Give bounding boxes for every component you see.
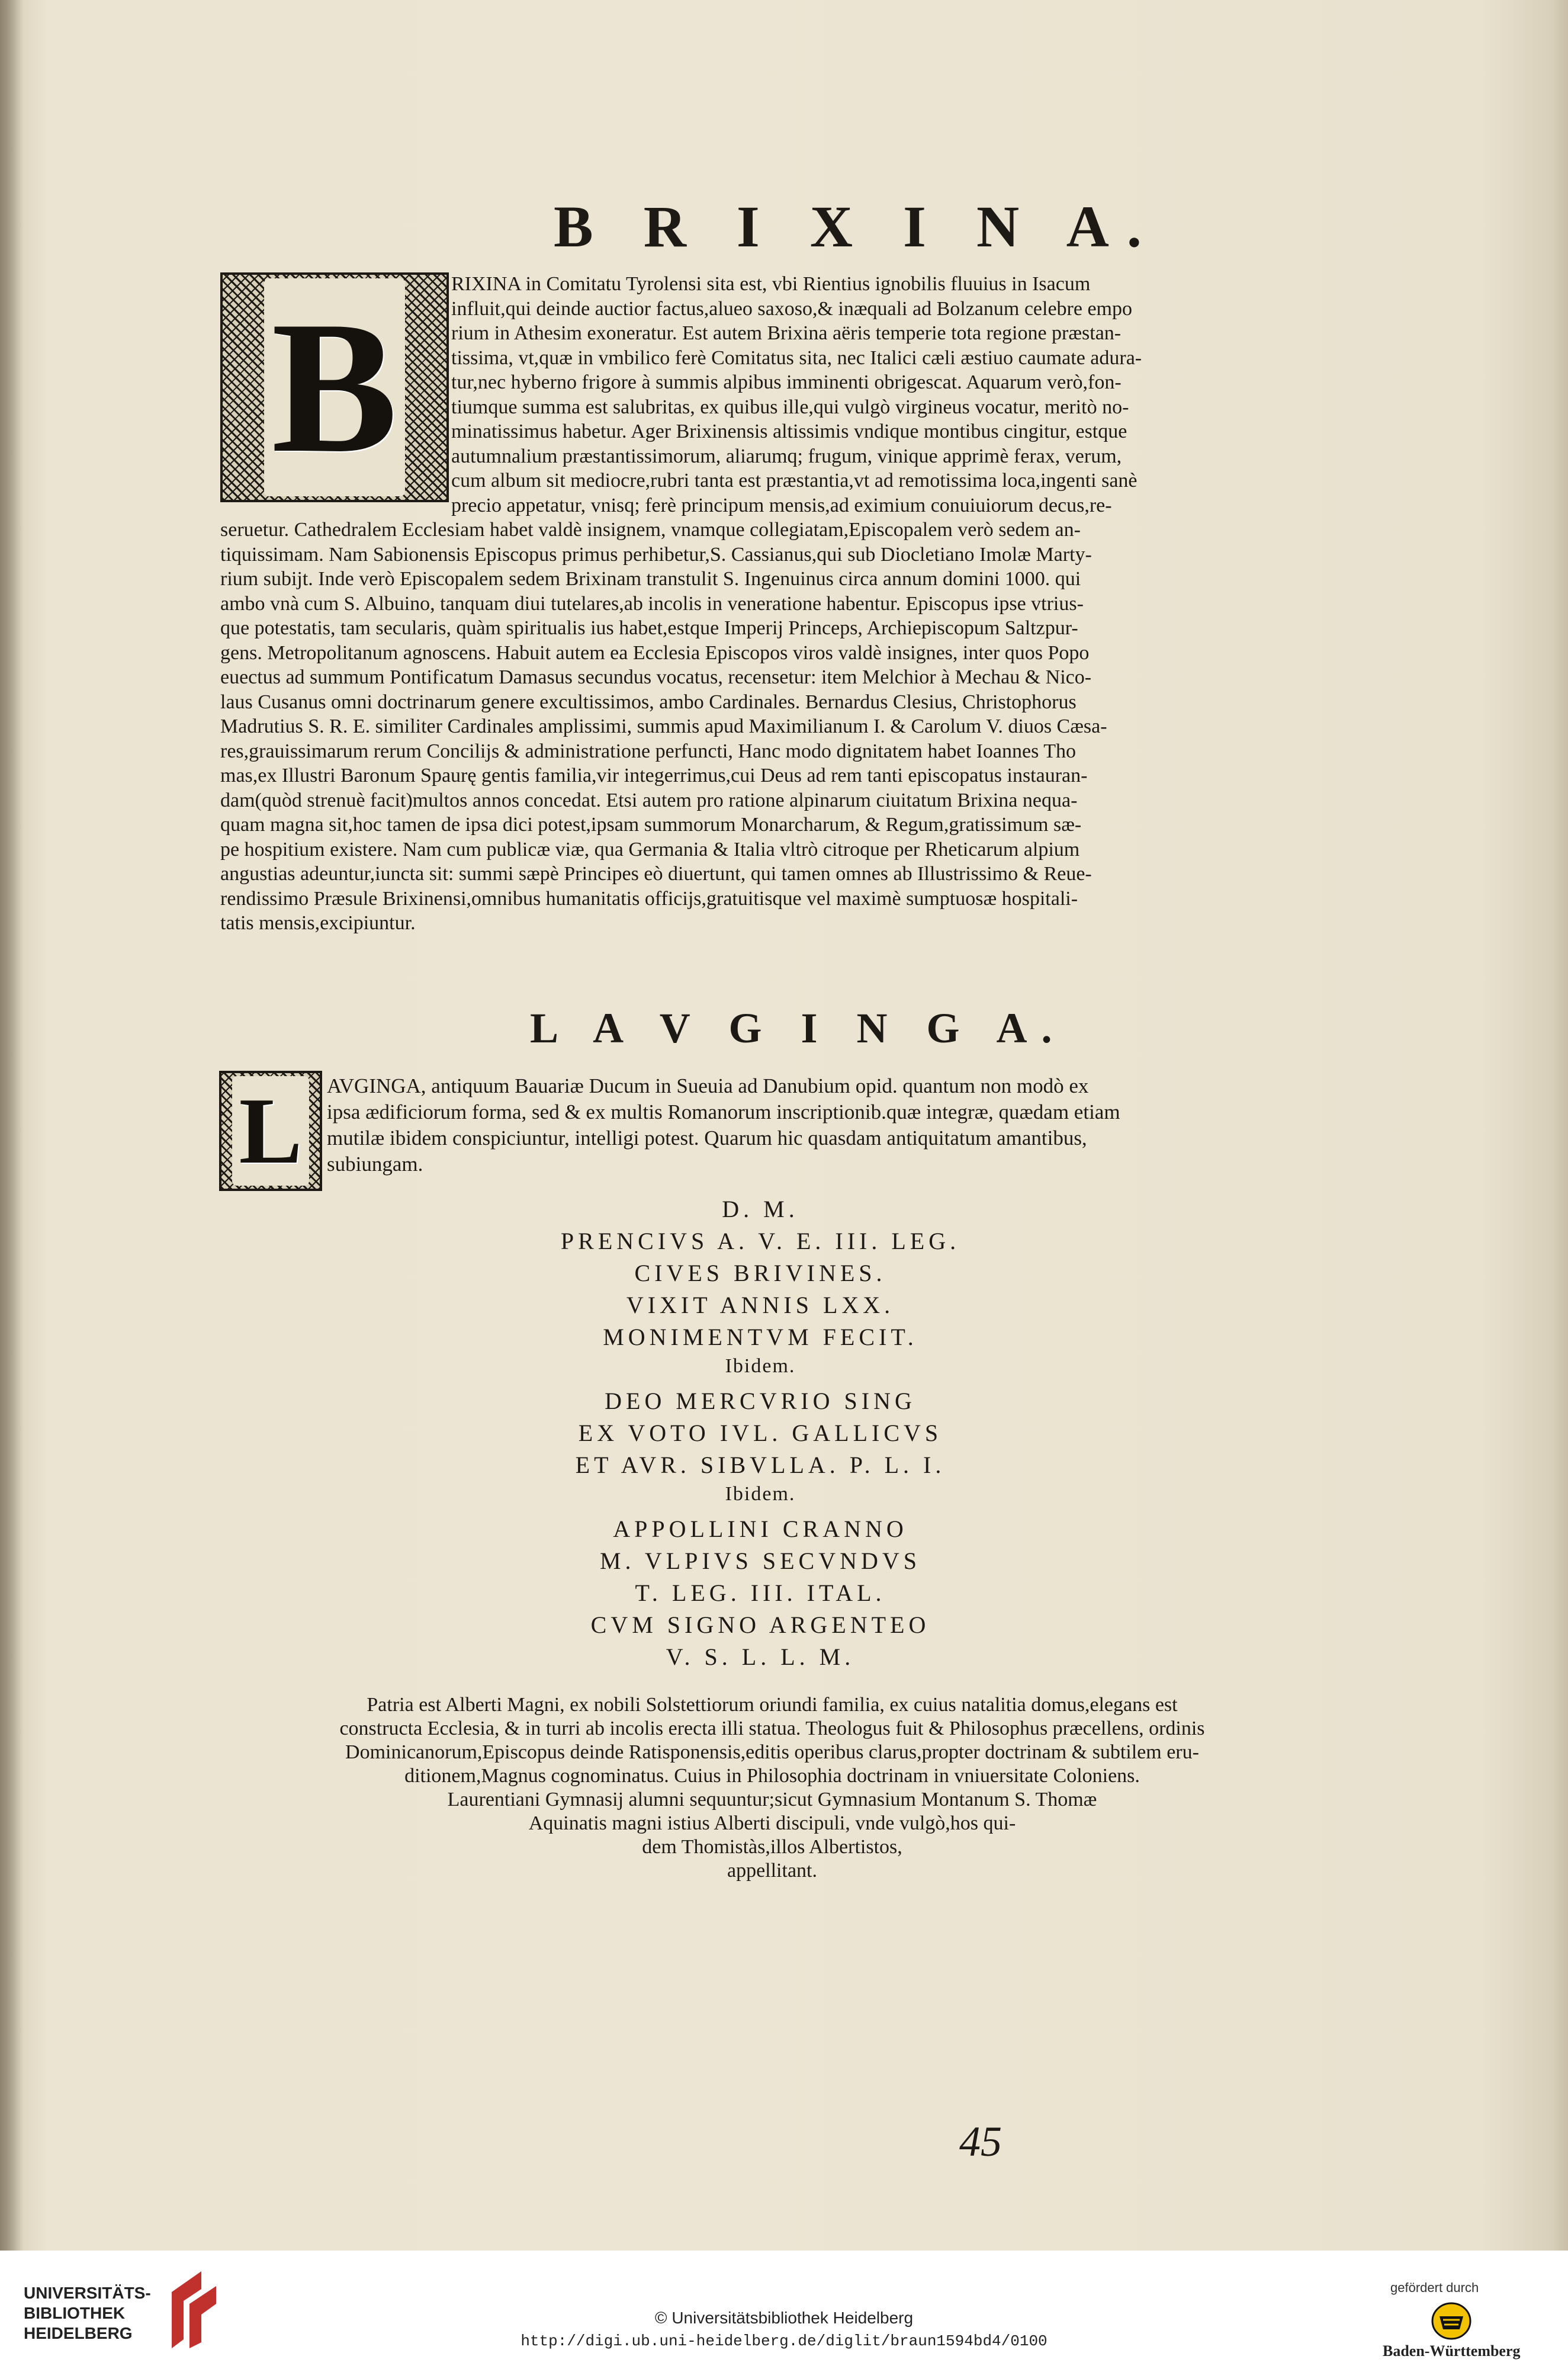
page-number: 45 <box>959 2118 1002 2165</box>
library-line-1: UNIVERSITÄTS- <box>24 2284 151 2302</box>
brixina-body-line: euectus ad summum Pontificatum Damasus secundus vocatus, recensetur: item Melchior à Mechau & Nico- <box>220 666 1092 688</box>
closing-line: appellitant. <box>727 1860 817 1882</box>
brixina-body-line: tatis mensis,excipiuntur. <box>220 912 416 934</box>
inscription-line: VIXIT ANNIS LXX. <box>626 1292 895 1318</box>
inscription-line: ET AVR. SIBVLLA. P. L. I. <box>575 1452 946 1478</box>
library-line-2: BIBLIOTHEK <box>24 2304 126 2322</box>
brixina-body-line: rium subijt. Inde verò Episcopalem sedem Brixinam transtulit S. Ingenuinus circa annum domini 1000. qui <box>220 568 1081 590</box>
brixina-body-line: influit,qui deinde auctior factus,alueo saxoso,& inæquali ad Bolzanum celebre empo <box>451 297 1133 320</box>
brixina-body-line: quam magna sit,hoc tamen de ipsa dici potest,ipsam summorum Monarcharum, & Regum,gratissimum sæ- <box>220 814 1082 836</box>
brixina-body-line: tiumque summa est salubritas, ex quibus ille,qui vulgò virgineus vocatur, meritò no- <box>451 396 1129 418</box>
brixina-body-line: res,grauissimarum rerum Concilijs & administratione perfuncti, Hanc modo dignitatem habet Ioannes Tho <box>220 740 1076 762</box>
library-line-3: HEIDELBERG <box>24 2324 133 2342</box>
inscription-line: CIVES BRIVINES. <box>634 1260 886 1286</box>
inscription-note: Ibidem. <box>725 1483 796 1505</box>
brixina-body-line: pe hospitium existere. Nam cum publicæ viæ, qua Germania & Italia vltrò citroque per Rheticarum alpium <box>220 838 1080 861</box>
laug-body-line: subiungam. <box>327 1153 423 1176</box>
permalink-url[interactable]: http://digi.ub.uni-heidelberg.de/diglit/braun1594bd4/0100 <box>520 2332 1048 2350</box>
brixina-body-line: angustias adeuntur,iuncta sit: summi sæpè Principes eò diuertunt, qui tamen omnes ab Illustrissimo & Reue- <box>220 863 1092 885</box>
brixina-body-line: RIXINA in Comitatu Tyrolensi sita est, vbi Rientius ignobilis fluuius in Isacum <box>451 273 1091 295</box>
inscription-line: APPOLLINI CRANNO <box>613 1516 908 1542</box>
laug-body-line: ipsa ædificiorum forma, sed & ex multis Romanorum inscriptionib.quæ integræ, quædam etiam <box>327 1100 1120 1123</box>
brixina-body-line: minatissimus habetur. Ager Brixinensis altissimis vndique montibus cingitur, estque <box>451 420 1127 442</box>
brixina-body-line: tiquissimam. Nam Sabionensis Episcopus primus perhibetur,S. Cassianus,qui sub Diocletiano Imolæ Marty- <box>220 543 1092 566</box>
inscription-line: T. LEG. III. ITAL. <box>635 1580 886 1606</box>
closing-line: dem Thomistàs,illos Albertistos, <box>642 1836 902 1858</box>
brixina-body-line: rendissimo Præsule Brixinensi,omnibus humanitatis officijs,gratuitisque vel maximè sumptuosæ hospitali- <box>220 887 1078 910</box>
section-title-lauginga: L A V G I N G A. <box>530 1004 1066 1052</box>
brixina-body-line: mas,ex Illustri Baronum Spaurę gentis familia,vir integerrimus,cui Deus ad rem tanti episcopatus instauran- <box>220 765 1088 787</box>
laug-body-line: AVGINGA, antiquum Bauariæ Ducum in Sueuia ad Danubium opid. quantum non modò ex <box>327 1074 1089 1097</box>
decorated-initial-b: B <box>220 272 449 502</box>
brixina-body-line: rium in Athesim exoneratur. Est autem Brixina aëris temperie tota regione præstan- <box>451 322 1122 344</box>
brixina-body-line: gens. Metropolitanum agnoscens. Habuit autem ea Ecclesia Episcopos viros valdè insignes, inter quos Popo <box>220 641 1090 664</box>
brixina-body-line: que potestatis, tam secularis, quàm spiritualis ius habet,estque Imperij Princeps, Archiepiscopum Saltzpur- <box>220 617 1078 639</box>
inscription-note: Ibidem. <box>725 1355 796 1377</box>
section-title-brixina: B R I X I N A. <box>554 194 1159 259</box>
inscription-line: V. S. L. L. M. <box>666 1643 855 1670</box>
inscription-line: EX VOTO IVL. GALLICVS <box>578 1420 943 1446</box>
brixina-body-line: ambo vnà cum S. Albuino, tanquam diui tutelares,ab incolis in veneratione habentur. Episcopus ipse vtrius- <box>220 592 1084 615</box>
closing-line: Patria est Alberti Magni, ex nobili Solstettiorum oriundi familia, ex cuius natalitia domus,elegans est <box>367 1694 1178 1716</box>
closing-line: Dominicanorum,Episcopus deinde Ratisponensis,editis operibus clarus,propter doctrinam & subtilem eru- <box>345 1741 1199 1763</box>
binding-shadow <box>0 0 24 2251</box>
closing-line: ditionem,Magnus cognominatus. Cuius in Philosophia doctrinam in vniuersitate Coloniens. <box>404 1765 1140 1787</box>
brixina-body-line: precio appetatur, vnisq; ferè principum mensis,ad eximium conuiuiorum decus,re- <box>451 494 1112 516</box>
brixina-body-line: laus Cusanus omni doctrinarum genere excultissimos, ambo Cardinales. Bernardus Clesius, Christophorus <box>220 691 1077 713</box>
closing-line: constructa Ecclesia, & in turri ab incolis erecta illi statua. Theologus fuit & Philosophus præcellens, ordinis <box>339 1718 1205 1739</box>
state-seal-icon <box>1430 2301 1473 2341</box>
laug-body-line: mutilæ ibidem conspiciuntur, intelligi potest. Quarum hic quasdam antiquitatum amantibus, <box>327 1126 1087 1150</box>
inscription-line: D. M. <box>722 1196 799 1222</box>
sponsor-name: Baden-Württemberg <box>1383 2342 1521 2360</box>
brixina-body-line: tissima, vt,quæ in vmbilico ferè Comitatus sita, nec Italici cæli æstiuo caumate adura- <box>451 346 1142 369</box>
decorated-initial-l: L <box>219 1071 322 1191</box>
closing-line: Aquinatis magni istius Alberti discipuli, vnde vulgò,hos qui- <box>528 1812 1016 1834</box>
brixina-body-line: dam(quòd strenuè facit)multos annos concedat. Etsi autem pro ratione alpinarum ciuitatum Brixina nequa- <box>220 789 1078 811</box>
inscription-line: CVM SIGNO ARGENTEO <box>590 1612 930 1638</box>
brixina-body-line: seruetur. Cathedralem Ecclesiam habet valdè insignem, vnamque collegiatam,Episcopalem verò sedem an- <box>220 519 1081 541</box>
closing-line: Laurentiani Gymnasij alumni sequuntur;sicut Gymnasium Montanum S. Thomæ <box>447 1789 1097 1811</box>
inscription-line: MONIMENTVM FECIT. <box>603 1324 918 1350</box>
copyright-notice: © Universitätsbibliothek Heidelberg <box>654 2309 914 2327</box>
brixina-body-line: autumnalium præstantissimorum, aliarumq; frugum, vinique apprimè ferax, verum, <box>451 445 1122 467</box>
brixina-body-line: Madrutius S. R. E. similiter Cardinales amplissimi, summis apud Maximilianum I. & Carolum V. diuos Cæsa- <box>220 715 1107 737</box>
inscription-line: DEO MERCVRIO SING <box>605 1388 916 1414</box>
inscription-line: M. VLPIVS SECVNDVS <box>599 1548 921 1574</box>
brixina-body-line: tur,nec hyberno frigore à summis alpibus imminenti obrigescat. Aquarum verò,fon- <box>451 371 1122 393</box>
brixina-body-line: cum album sit mediocre,rubri tanta est præstantia,vt ad remotissima loca,ingenti sanè <box>451 470 1138 492</box>
funded-by-label: gefördert durch <box>1390 2280 1479 2295</box>
inscription-line: PRENCIVS A. V. E. III. LEG. <box>560 1228 960 1254</box>
